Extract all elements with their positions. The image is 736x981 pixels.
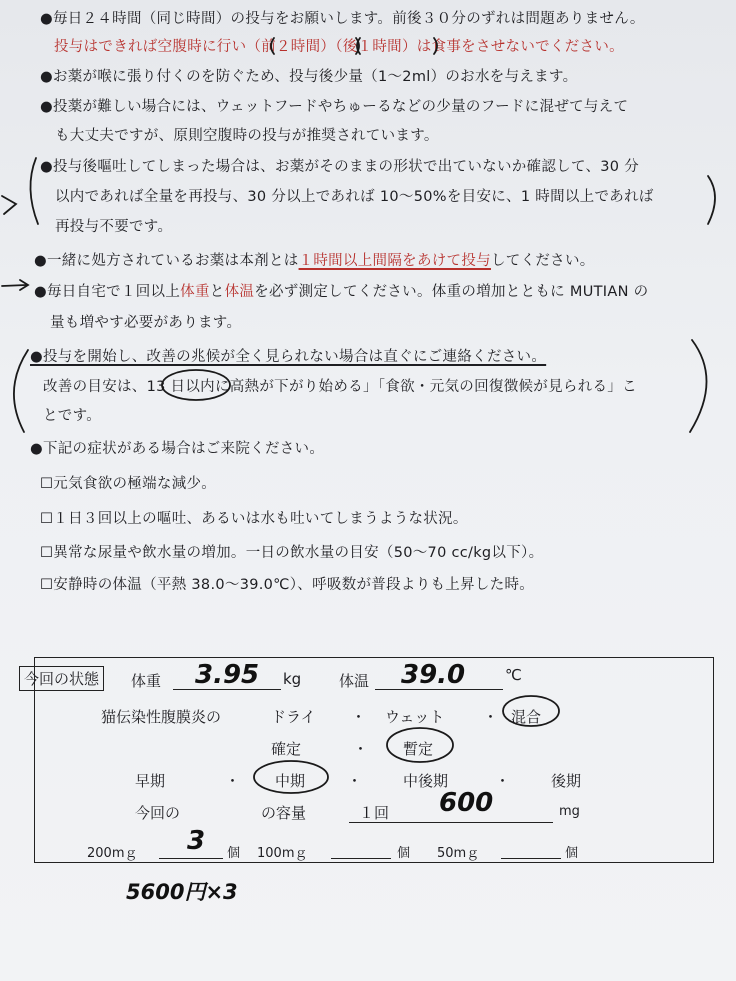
checklist-item-4: ☐安静時の体温（平熱 38.0〜39.0℃）、呼吸数が普段よりも上昇した時。 [40,577,535,593]
instruction-line-5: も大丈夫ですが、原則空腹時の投与が推奨されています。 [55,128,439,144]
instruction-line-3: ●お薬が喉に張り付くのを防ぐため、投与後少量（1〜2ml）のお水を与えます。 [40,69,578,85]
instruction-line-10: ●毎日自宅で１回以上体重と体温を必ず測定してください。体重の増加とともに MUTIAN の [34,284,649,300]
handwritten-note: 5600円×3 [126,880,238,904]
instruction-line-7: 以内であれば全量を再投与、30 分以上であれば 10〜50%を目安に、1 時間以上であれば [55,189,654,205]
temp-label: 体温 [339,672,370,690]
dose-once: １回 [359,804,390,822]
dose-unit: mg [559,804,580,819]
instruction-line-9: ●一緒に処方されているお薬は本剤とは１時間以上間隔をあけて投与してください。 [34,253,595,269]
instruction-line-1: ●毎日２４時間（同じ時間）の投与をお願いします。前後３０分のずれは問題ありません。 [40,11,645,27]
dose-label-b: の容量 [261,804,307,822]
mg200-label: 200mｇ [87,846,138,861]
type-mixed: 混合 [511,708,542,726]
checklist-item-3: ☐異常な尿量や飲水量の増加。一日の飲水量の目安（50〜70 cc/kg以下）。 [40,545,544,561]
temp-value: 39.0 [401,660,466,690]
instruction-line-4: ●投薬が難しい場合には、ウェットフードやちゅーるなどの少量のフードに混ぜて与えて [40,99,629,115]
stage-middle: 中期 [275,772,306,790]
diag-provisional: 暫定 [403,740,434,758]
checklist-item-2: ☐１日３回以上の嘔吐、あるいは水も吐いてしまうような状況。 [40,511,468,527]
checklist-item-1: ☐元気食欲の極端な減少。 [40,476,217,492]
instruction-line-14: とです。 [43,408,102,424]
stage-early: 早期 [135,772,166,790]
weight-unit: kg [283,670,302,688]
stage-mid-late: 中後期 [403,772,449,790]
dose-label-a: 今回の [135,804,181,822]
dose-value: 600 [439,788,494,818]
mg100-label: 100mｇ [257,846,308,861]
instruction-line-11: 量も増やす必要があります。 [50,315,242,331]
weight-value: 3.95 [195,660,260,690]
instruction-line-8: 再投与不要です。 [55,219,173,235]
diag-confirmed: 確定 [271,740,302,758]
temp-unit: ℃ [505,666,522,684]
instruction-line-13: 改善の目安は、13 日以内に高熱が下がり始める」「食欲・元気の回復徴候が見られる」こ [43,379,637,395]
instruction-line-12: ●投与を開始し、改善の兆候が全く見られない場合は直ぐにご連絡ください。 [30,349,547,365]
stage-late: 後期 [551,772,582,790]
mg200-count: 3 [187,826,206,856]
type-dry: ドライ [271,708,316,726]
fip-label: 猫伝染性腹膜炎の [101,708,222,726]
instruction-line-15: ●下記の症状がある場合はご来院ください。 [30,441,325,457]
type-wet: ウェット [385,708,445,726]
instruction-line-6: ●投与後嘔吐してしまった場合は、お薬がそのままの形状で出ていないか確認して、30 分 [40,159,640,175]
status-form: 今回の状態 体重 3.95 kg 体温 39.0 ℃ 猫伝染性腹膜炎の ドライ ・ ウェット ・ 混合 確定 ・ 暫定 早期 ・ 中期 ・ 中後期 ・ 後期 今回の の容量 １回 600 mg 200mｇ 3 個 100mｇ 個 50mｇ 個 [34,657,714,863]
highlight-interval: １時間以上間隔をあけて投与 [298,253,491,269]
mg50-label: 50mｇ [437,846,480,861]
form-title: 今回の状態 [19,666,104,691]
instruction-line-2: 投与はできれば空腹時に行い（前２時間）（後１時間）は食事をさせないでください。 [54,39,624,55]
weight-label: 体重 [131,672,162,690]
